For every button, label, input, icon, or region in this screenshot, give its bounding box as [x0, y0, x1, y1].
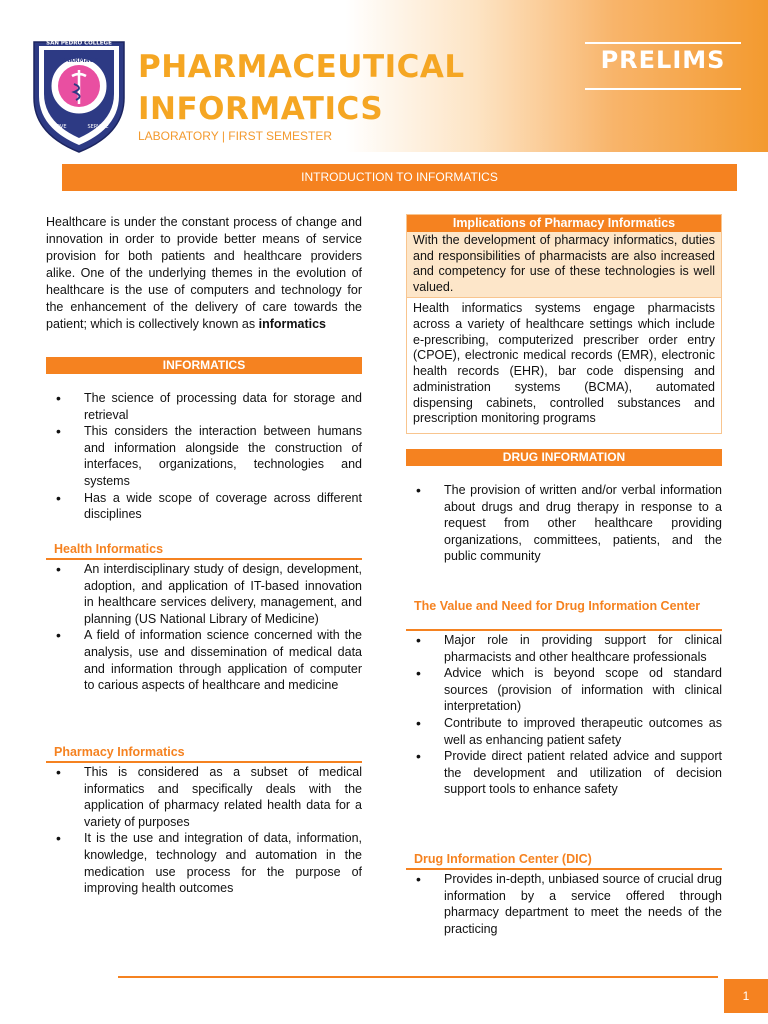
health-informatics-heading: Health Informatics [54, 542, 164, 556]
list-item: • The provision of written and/or verbal information about drugs and drug therapy in response to a request from other healthcare providing organizations, committees, patients, and the public community [406, 482, 722, 565]
intro-text: Healthcare is under the constant process of change and innovation in order to provide better means of service provision for both patients and healthcare providers alike. One of the underlying themes in the evolution of healthcare is the use of computers and technology for the enhancement of the delivery of care towards the patient; which is collectively known as [46, 215, 362, 331]
badge-bottom-rule [585, 88, 741, 90]
dic-heading: Drug Information Center (DIC) [414, 852, 592, 866]
intro-bold-term: informatics [258, 317, 326, 331]
svg-text:LOVE: LOVE [53, 124, 67, 130]
informatics-list [46, 390, 362, 523]
badge-top-rule [585, 42, 741, 44]
drug-information-list [406, 482, 722, 565]
svg-text:SAN PEDRO COLLEGE: SAN PEDRO COLLEGE [46, 40, 112, 47]
heading-rule [406, 629, 722, 631]
title-line-2: INFORMATICS [138, 91, 384, 127]
health-informatics-list [46, 561, 362, 694]
list-item: • Contribute to improved therapeutic outcomes as well as enhancing patient safety [406, 715, 722, 748]
college-logo [30, 36, 128, 156]
implications-box [406, 214, 722, 434]
heading-rule [46, 761, 362, 763]
document-subtitle: LABORATORY | FIRST SEMESTER [138, 129, 333, 143]
intro-paragraph [46, 214, 362, 333]
list-item: • The science of processing data for storage and retrieval [46, 390, 362, 423]
heading-rule [406, 868, 722, 870]
list-item: • Provides in-depth, unbiased source of crucial drug information by a service offered through pharmacy department to meet the needs of the practicing [406, 871, 722, 937]
value-need-heading: The Value and Need for Drug Information Center [414, 599, 701, 613]
list-item: • It is the use and integration of data, information, knowledge, technology and automation in the medication use process for the purpose of improving health outcomes [46, 830, 362, 896]
list-item: • This is considered as a subset of medical informatics and specifically deals with the application of pharmacy related health data for a variety of purposes [46, 764, 362, 830]
svg-text:PHARMACY: PHARMACY [59, 57, 99, 64]
value-need-list [406, 632, 722, 798]
svg-text:SERVICE: SERVICE [87, 124, 109, 130]
drug-information-heading: DRUG INFORMATION [406, 449, 722, 466]
document-title [138, 46, 465, 130]
pharmacy-informatics-heading: Pharmacy Informatics [54, 745, 185, 759]
implications-body-text: Health informatics systems engage pharmacists across a variety of healthcare settings which include e-prescribing, computerized prescriber order entry (CPOE), electronic medical records (EMR), electronic health records (EHR), bar code dispensing and administration systems (BCMA), automated dispensing cabinets, controlled substances and prescription monitoring programs [413, 301, 715, 426]
list-item: • Major role in providing support for clinical pharmacists and other healthcare professionals [406, 632, 722, 665]
list-item: • An interdisciplinary study of design, development, adoption, and application of IT-based innovation in healthcare services delivery, management, and planning (US National Library of Medicine) [46, 561, 362, 627]
pharmacy-informatics-list [46, 764, 362, 897]
prelims-badge: PRELIMS [600, 46, 726, 74]
list-item: • Has a wide scope of coverage across different disciplines [46, 490, 362, 523]
heading-rule [46, 558, 362, 560]
page-number: 1 [724, 979, 768, 1013]
title-line-1: PHARMACEUTICAL [138, 49, 465, 85]
section-banner: INTRODUCTION TO INFORMATICS [62, 164, 737, 191]
implications-highlight-text: With the development of pharmacy informatics, duties and responsibilities of pharmacists are also increased and competency for use of these technologies is well valued. [407, 232, 721, 298]
list-item: • Advice which is beyond scope od standard sources (provision of information with clinical interpretation) [406, 665, 722, 715]
informatics-heading: INFORMATICS [46, 357, 362, 374]
list-item: • Provide direct patient related advice and support the development and utilization of decision support tools to enhance safety [406, 748, 722, 798]
dic-list [406, 871, 722, 937]
footer-rule [118, 976, 718, 978]
list-item: • This considers the interaction between humans and information alongside the construction of interfaces, organizations, technologies and systems [46, 423, 362, 489]
list-item: • A field of information science concerned with the analysis, use and dissemination of medical data and information through application of computer to carious aspects of healthcare and medicine [46, 627, 362, 693]
implications-heading: Implications of Pharmacy Informatics [407, 215, 721, 232]
